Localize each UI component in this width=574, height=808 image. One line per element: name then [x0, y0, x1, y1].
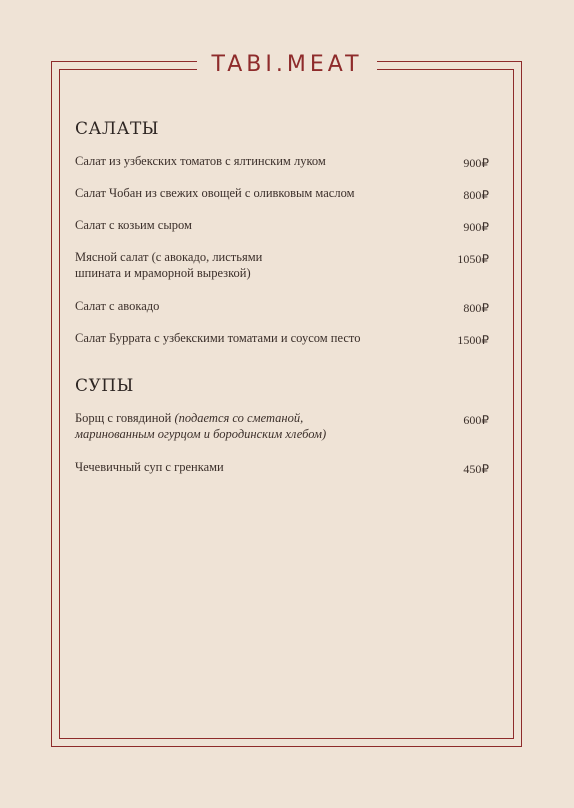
menu-item-name: Салат из узбекских томатов с ялтинским луком [75, 154, 326, 168]
menu-item [75, 298, 489, 314]
menu-item-name: Борщ с говядиной [75, 411, 175, 425]
menu-item-price: 900₽ [463, 220, 489, 234]
section-title-soups: СУПЫ [75, 376, 134, 396]
menu-item-price: 1050₽ [457, 252, 489, 266]
menu-item [75, 459, 489, 475]
menu-item [75, 330, 489, 346]
menu-item-name: Салат Чобан из свежих овощей с оливковым маслом [75, 186, 355, 200]
menu-item-price: 800₽ [463, 301, 489, 315]
section-title-salads: САЛАТЫ [75, 119, 160, 139]
menu-item-price: 900₽ [463, 156, 489, 170]
menu-item [75, 185, 489, 201]
menu-item [75, 249, 489, 281]
menu-item-price: 600₽ [463, 413, 489, 427]
menu-item-name: Салат с козьим сыром [75, 218, 192, 232]
menu-item-name: Мясной салат (с авокадо, листьями шпината и мраморной вырезкой) [75, 250, 263, 280]
menu-item-price: 1500₽ [457, 333, 489, 347]
brand-logo [197, 50, 377, 78]
menu-item-price: 800₽ [463, 188, 489, 202]
menu-inner-border [59, 69, 514, 739]
menu-item-name: Чечевичный суп с гренками [75, 460, 224, 474]
menu-item-note: (подается со сметаной, маринованным огурцом и бородинским хлебом) [75, 411, 327, 441]
menu-item-price: 450₽ [463, 462, 489, 476]
menu-item [75, 217, 489, 233]
menu-item-name: Салат Буррата с узбекскими томатами и соусом песто [75, 331, 361, 345]
menu-item-name: Салат с авокадо [75, 299, 160, 313]
brand-name: TABI.MEAT [211, 51, 363, 77]
menu-item [75, 410, 489, 442]
menu-item [75, 153, 489, 169]
